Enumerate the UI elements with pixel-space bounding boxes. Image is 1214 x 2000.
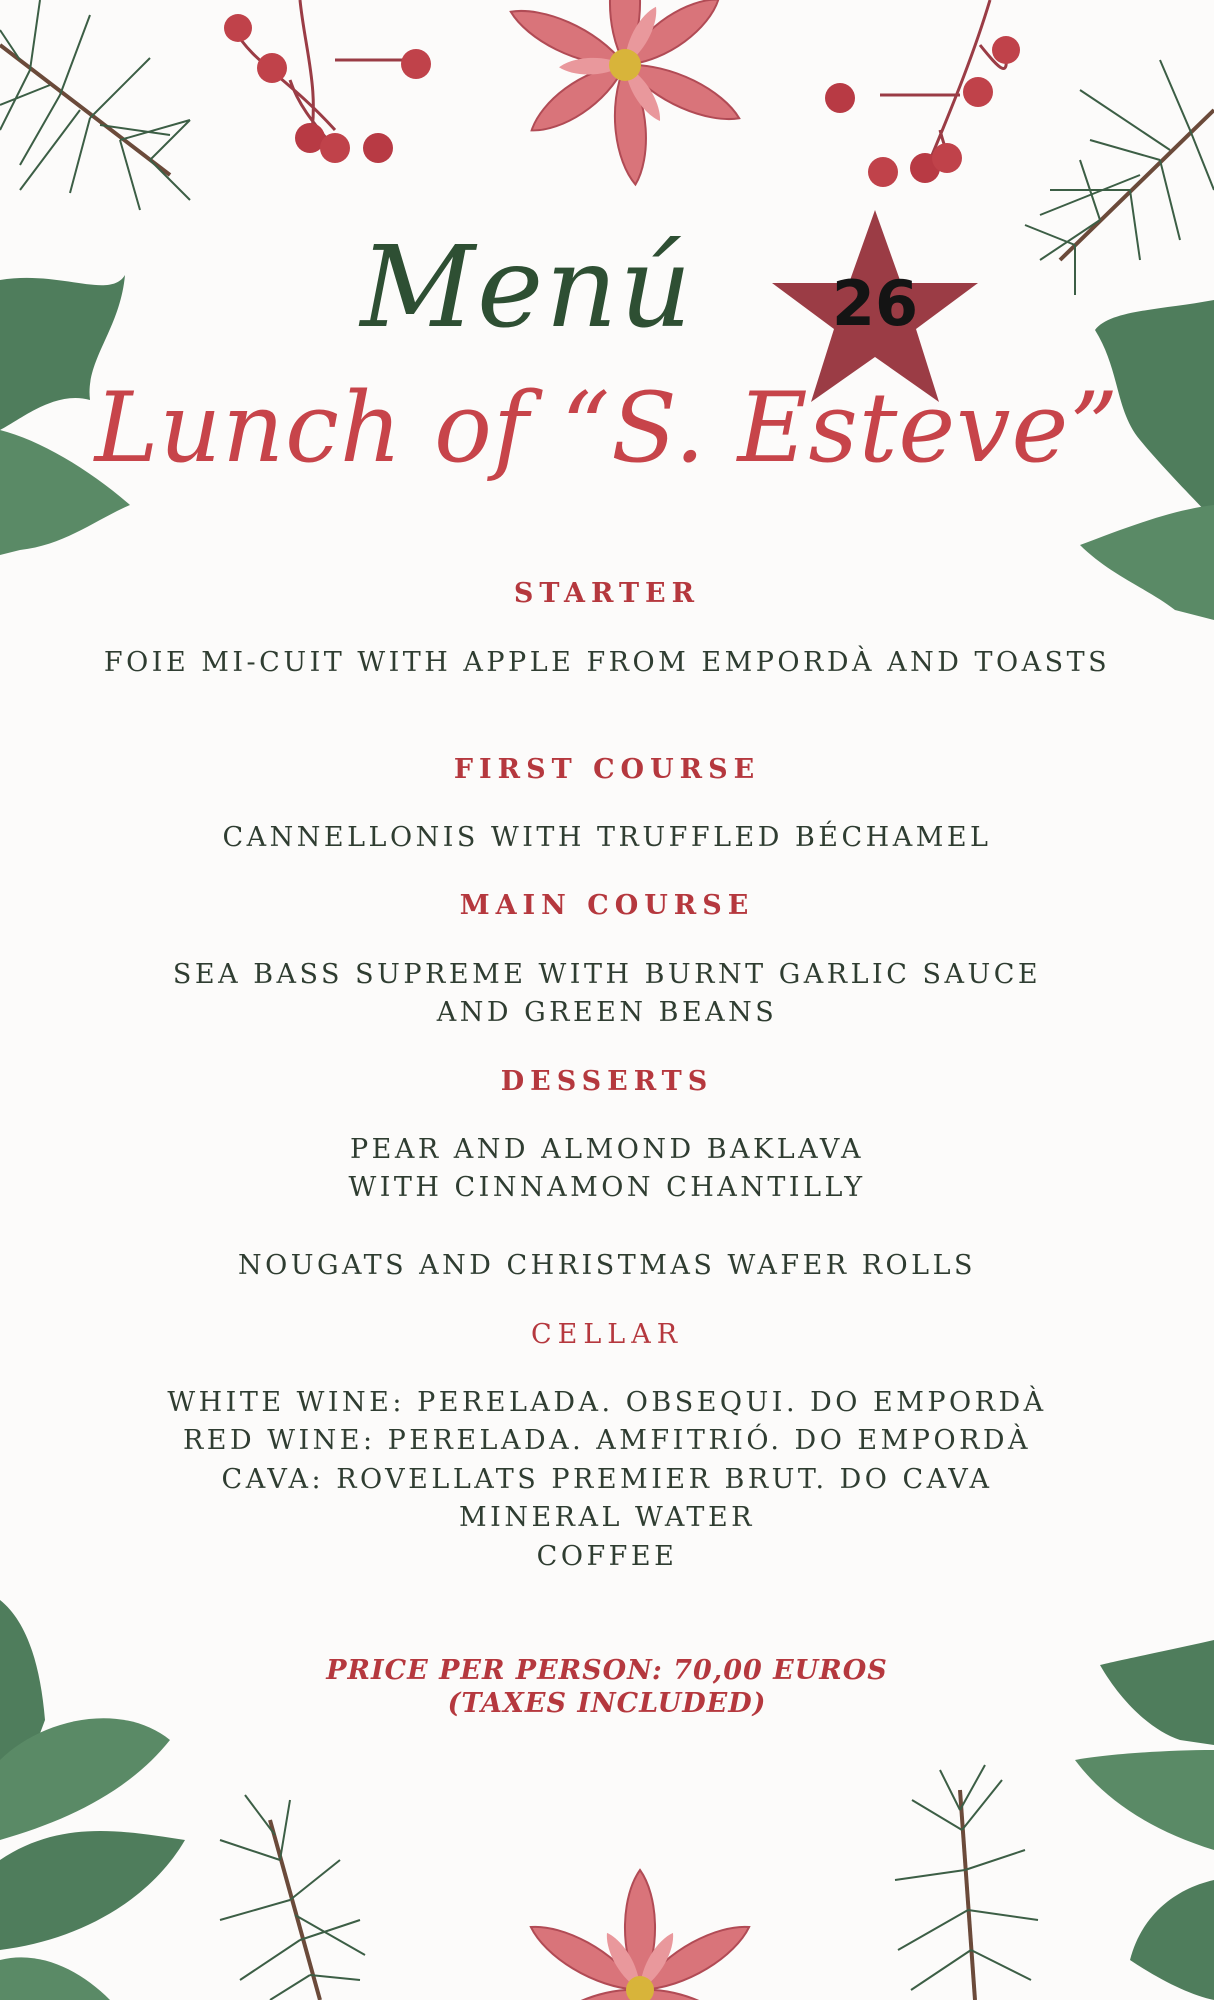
dessert-item: PEAR AND ALMOND BAKLAVA [350, 1134, 864, 1165]
cellar-heading: CELLAR [530, 1319, 684, 1350]
cellar-item: COFFEE [536, 1541, 678, 1572]
price-note: (TAXES INCLUDED) [447, 1688, 767, 1719]
holly-berries-icon [825, 0, 1020, 187]
cellar-item: MINERAL WATER [459, 1502, 755, 1533]
first-course-item: CANNELLONIS WITH TRUFFLED BÉCHAMEL [222, 822, 992, 853]
dessert-item: WITH CINNAMON CHANTILLY [348, 1172, 866, 1203]
menu-title-text: Menú [360, 223, 694, 353]
starter-item: FOIE MI-CUIT WITH APPLE FROM EMPORDÀ AND TOASTS [103, 647, 1111, 678]
first-course-heading: FIRST COURSE [453, 754, 761, 785]
holly-berries-icon [224, 0, 431, 163]
menu-title [0, 223, 1214, 353]
desserts-heading: DESSERTS [500, 1066, 714, 1097]
cellar-item: RED WINE: PERELADA. AMFITRIÓ. DO EMPORDÀ [182, 1425, 1032, 1456]
cellar-item: CAVA: ROVELLATS PREMIER BRUT. DO CAVA [221, 1464, 993, 1495]
star-number: 26 [831, 267, 919, 340]
cellar-item: WHITE WINE: PERELADA. OBSEQUI. DO EMPORDÀ [167, 1387, 1047, 1418]
poinsettia-icon [523, 1870, 756, 2000]
menu-subtitle: Lunch of “S. Esteve” [94, 372, 1120, 484]
pine-branch-icon [0, 0, 190, 210]
main-course-item: SEA BASS SUPREME WITH BURNT GARLIC SAUCE [172, 959, 1042, 990]
starter-heading: STARTER [513, 578, 701, 609]
price-line: PRICE PER PERSON: 70,00 EUROS [326, 1655, 888, 1686]
main-course-heading: MAIN COURSE [459, 890, 755, 921]
dessert-item: NOUGATS AND CHRISTMAS WAFER ROLLS [237, 1250, 977, 1281]
main-course-item: AND GREEN BEANS [436, 997, 778, 1028]
poinsettia-icon [504, 0, 745, 186]
